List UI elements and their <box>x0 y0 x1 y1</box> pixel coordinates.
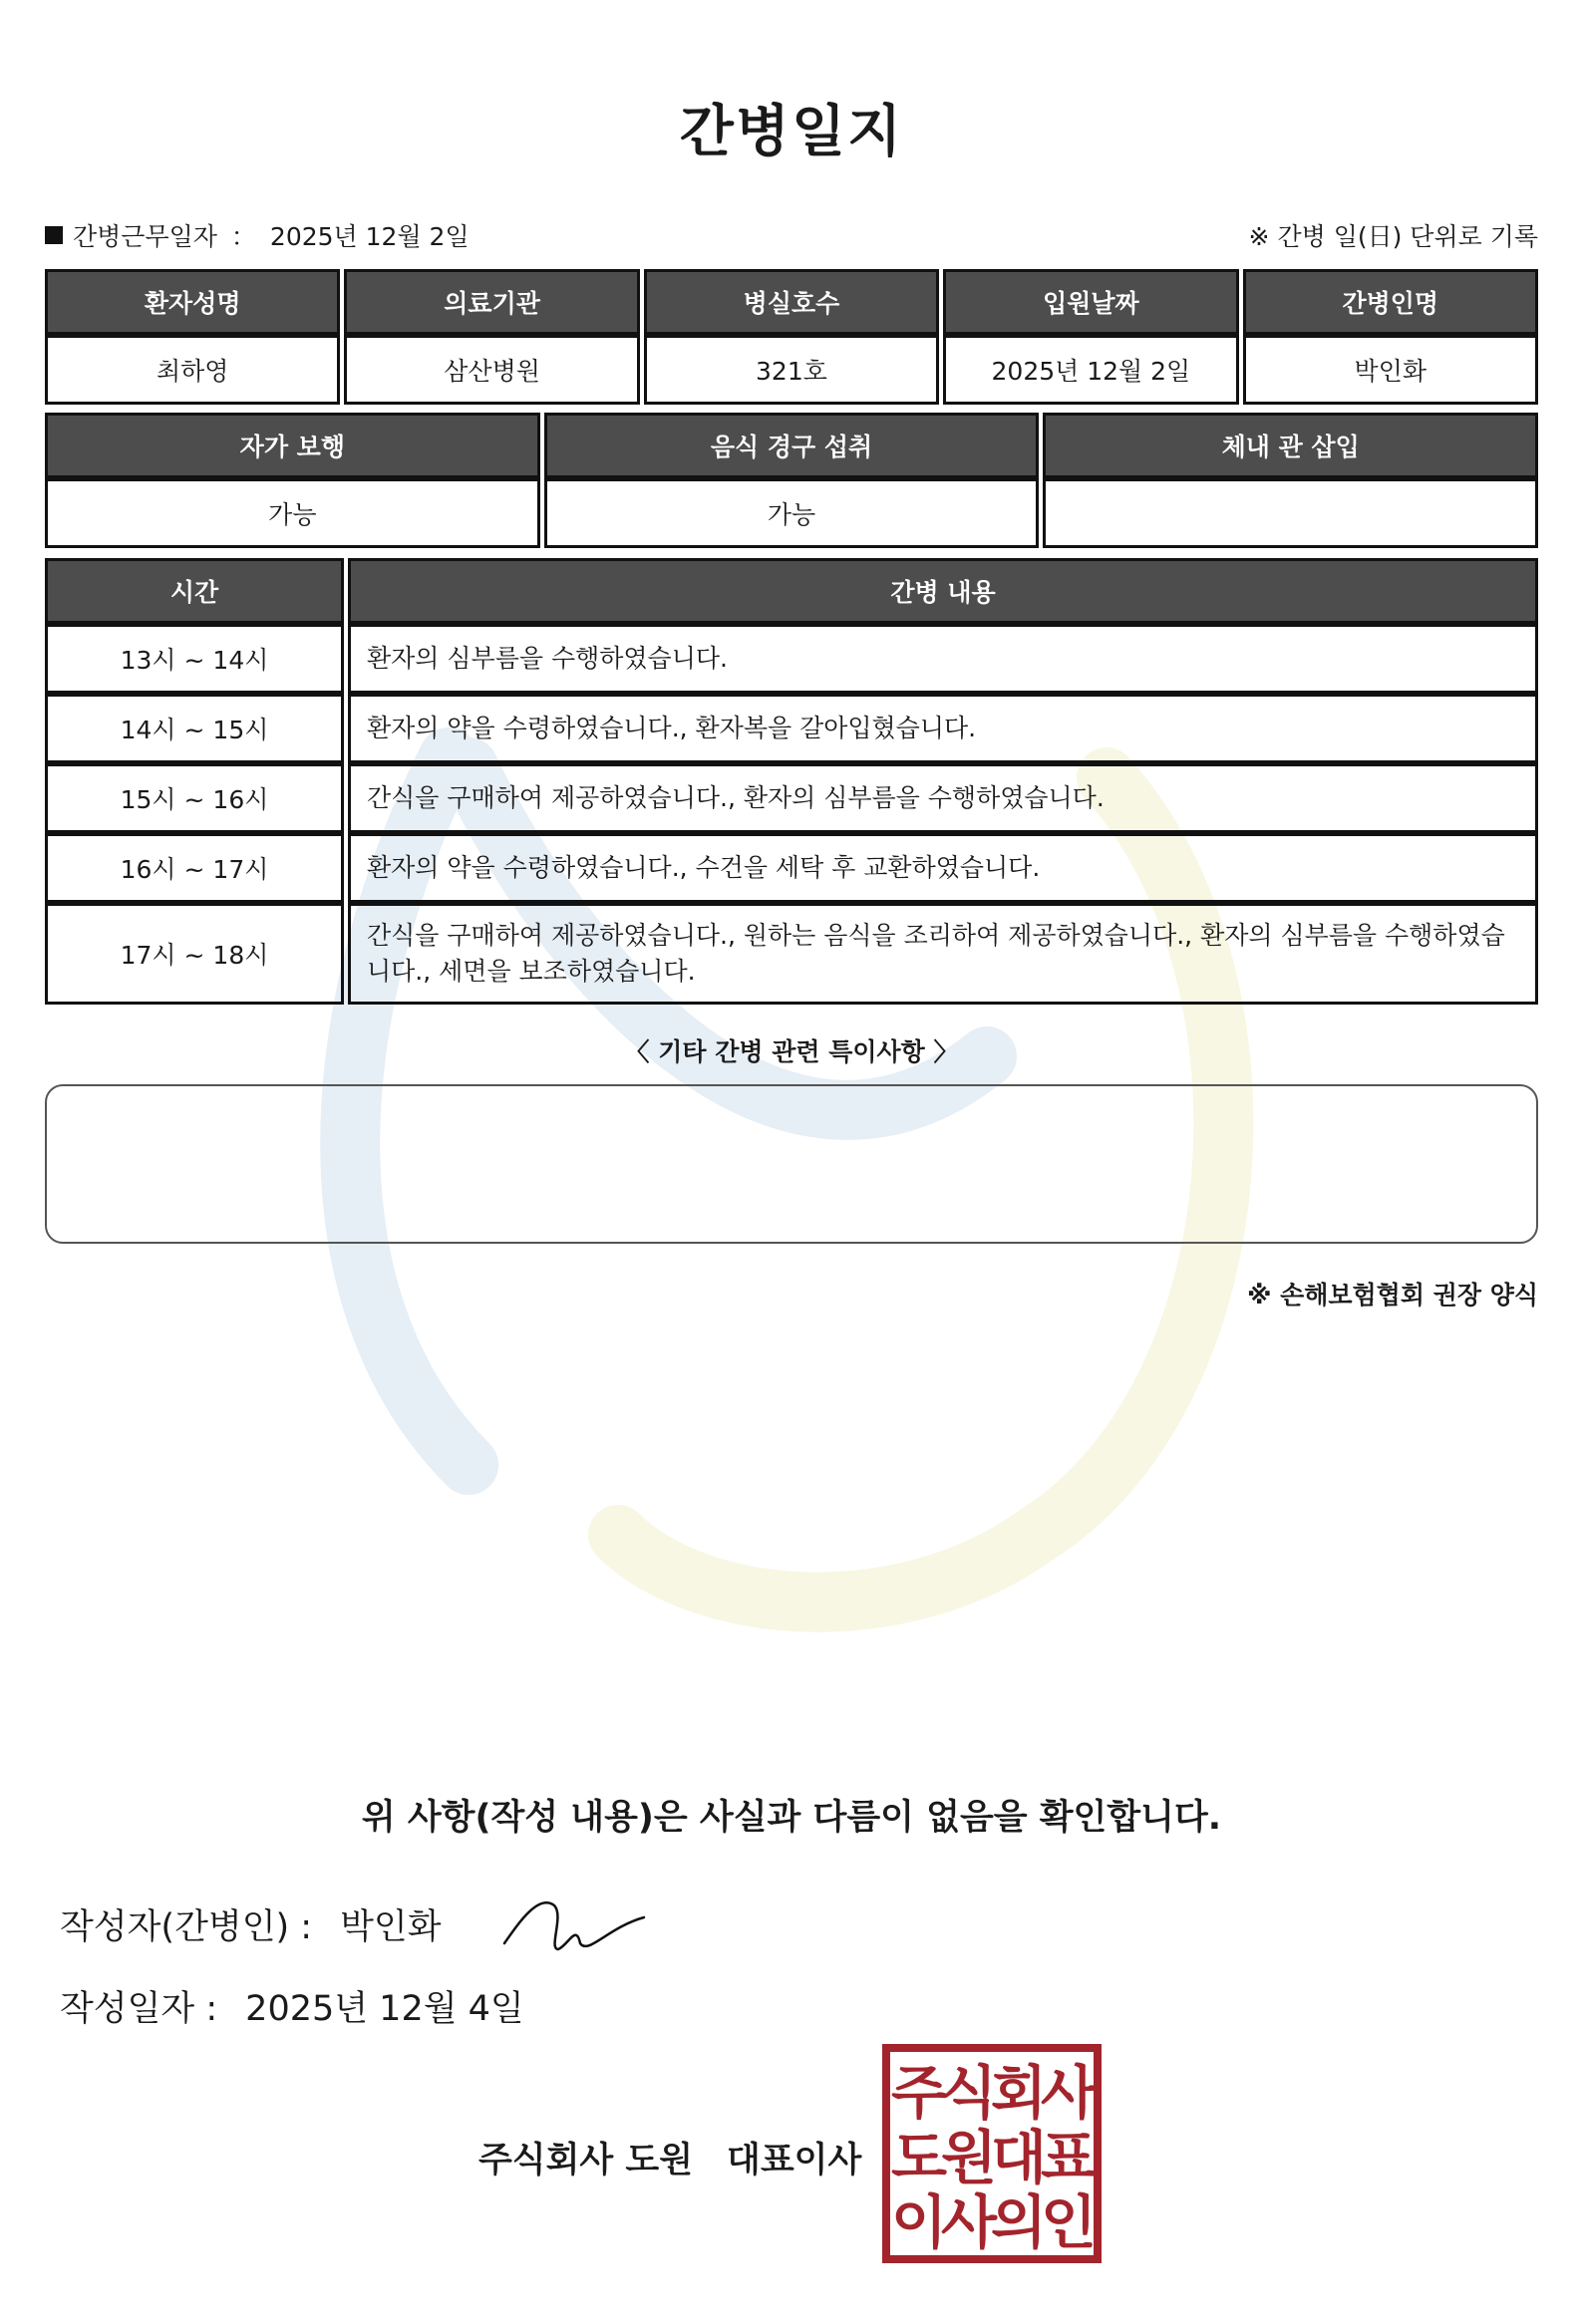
confirmation-statement: 위 사항(작성 내용)은 사실과 다름이 없음을 확인합니다. <box>361 1798 1222 1838</box>
header-admission-date: 입원날짜 <box>943 269 1238 335</box>
table-row <box>45 694 1538 763</box>
svg-text:주: 주 <box>890 2059 948 2127</box>
care-content: 환자의 약을 수령하였습니다., 환자복을 갈아입혔습니다. <box>348 694 1538 763</box>
header-tube-insertion: 체내 관 삽입 <box>1043 413 1538 478</box>
patient-name: 최하영 <box>45 335 340 405</box>
svg-text:도: 도 <box>890 2124 948 2191</box>
svg-text:회: 회 <box>990 2059 1048 2127</box>
tube-insertion-value <box>1043 478 1538 548</box>
header-caregiver: 간병인명 <box>1243 269 1538 335</box>
caregiver-name: 박인화 <box>1243 335 1538 405</box>
company-name: 주식회사 도원 <box>478 2141 694 2180</box>
document-title: 간병일지 <box>679 100 904 164</box>
patient-status-table <box>41 413 1542 548</box>
header-care-content: 간병 내용 <box>348 558 1538 624</box>
self-walking-value: 가능 <box>45 478 540 548</box>
table-row <box>45 624 1538 694</box>
patient-info-table <box>41 269 1542 405</box>
write-date-value: 2025년 12월 4일 <box>245 1989 524 2029</box>
work-date-value: 2025년 12월 2일 <box>269 222 470 251</box>
care-time: 15시 ~ 16시 <box>45 763 344 833</box>
svg-text:의: 의 <box>990 2188 1048 2256</box>
table-row <box>45 903 1538 1005</box>
care-log-header-row <box>45 558 1538 624</box>
svg-text:대: 대 <box>990 2124 1048 2191</box>
care-log-table <box>41 558 1542 1005</box>
care-time: 16시 ~ 17시 <box>45 833 344 903</box>
care-content: 환자의 심부름을 수행하였습니다. <box>348 624 1538 694</box>
svg-text:표: 표 <box>1040 2124 1098 2191</box>
header-self-walking: 자가 보행 <box>45 413 540 478</box>
writer-line <box>60 1899 442 1949</box>
writer-label: 작성자(간병인) : <box>60 1907 313 1947</box>
work-date-colon: ： <box>230 222 256 251</box>
status-header-row <box>45 413 1538 478</box>
care-time: 17시 ~ 18시 <box>45 903 344 1005</box>
svg-text:식: 식 <box>940 2059 998 2127</box>
table-row <box>45 833 1538 903</box>
writer-name: 박인화 <box>340 1907 442 1947</box>
care-content: 간식을 구매하여 제공하였습니다., 원하는 음식을 조리하여 제공하였습니다., 환자의 심부름을 수행하였습니다., 세면을 보조하였습니다. <box>348 903 1538 1005</box>
company-seal <box>881 2043 1103 2264</box>
header-room: 병실호수 <box>644 269 939 335</box>
header-oral-intake: 음식 경구 섭취 <box>544 413 1040 478</box>
svg-text:이: 이 <box>890 2188 948 2256</box>
write-date-line <box>60 1981 524 2031</box>
form-note: ※ 손해보험협회 권장 양식 <box>1247 1281 1538 1309</box>
table-row <box>45 763 1538 833</box>
ceo-title: 대표이사 <box>727 2141 862 2180</box>
unit-note: ※ 간병 일(日) 단위로 기록 <box>1248 222 1538 251</box>
care-time: 14시 ~ 15시 <box>45 694 344 763</box>
work-date <box>45 217 470 253</box>
care-time: 13시 ~ 14시 <box>45 624 344 694</box>
remarks-box <box>45 1084 1538 1244</box>
company-signoff <box>478 2133 861 2182</box>
work-date-label: 간병근무일자 <box>73 222 217 251</box>
hospital-name: 삼산병원 <box>344 335 639 405</box>
remarks-title: 〈 기타 간병 관련 특이사항 〉 <box>624 1037 959 1066</box>
status-value-row <box>45 478 1538 548</box>
header-patient-name: 환자성명 <box>45 269 340 335</box>
handwritten-signature <box>498 1884 648 1963</box>
admission-date: 2025년 12월 2일 <box>943 335 1238 405</box>
patient-value-row <box>45 335 1538 405</box>
room-number: 321호 <box>644 335 939 405</box>
meta-row <box>45 217 1538 253</box>
svg-text:인: 인 <box>1040 2188 1098 2256</box>
care-content: 간식을 구매하여 제공하였습니다., 환자의 심부름을 수행하였습니다. <box>348 763 1538 833</box>
oral-intake-value: 가능 <box>544 478 1040 548</box>
care-content: 환자의 약을 수령하였습니다., 수건을 세탁 후 교환하였습니다. <box>348 833 1538 903</box>
svg-text:사: 사 <box>1040 2059 1098 2127</box>
patient-header-row <box>45 269 1538 335</box>
header-hospital: 의료기관 <box>344 269 639 335</box>
header-time: 시간 <box>45 558 344 624</box>
write-date-label: 작성일자 : <box>60 1989 218 2029</box>
svg-text:원: 원 <box>940 2124 998 2191</box>
square-bullet-icon <box>45 226 63 244</box>
svg-text:사: 사 <box>940 2188 998 2256</box>
